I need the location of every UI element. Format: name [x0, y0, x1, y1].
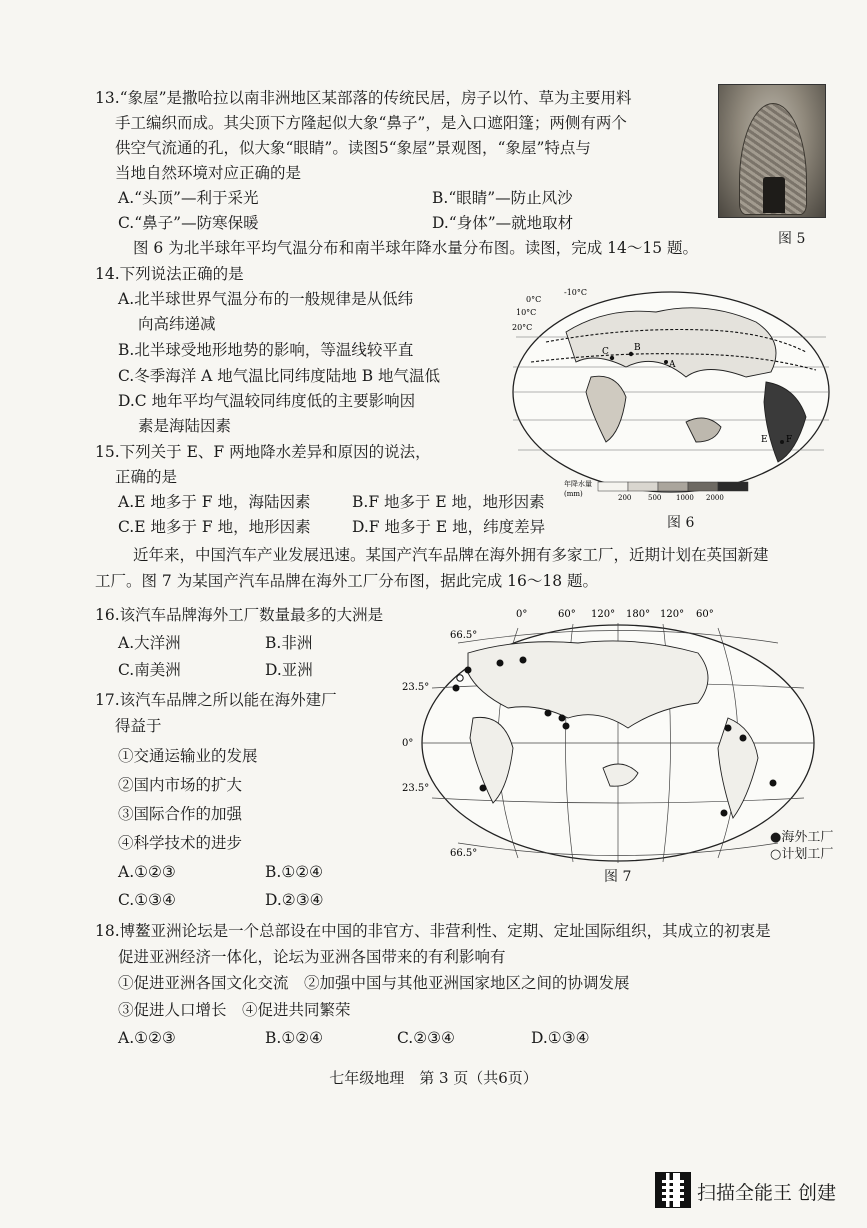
- fig5-caption: 图 5: [778, 231, 806, 247]
- q16-option-d: D.亚洲: [265, 661, 313, 679]
- q17-option-a: A.①②③: [118, 863, 176, 881]
- fig6-map: [506, 282, 836, 517]
- iso-label-minus10: -10°C: [564, 288, 588, 297]
- q18-option-c: C.②③④: [397, 1029, 455, 1047]
- q14-option-a-line2: 向高纬递减: [138, 315, 216, 333]
- legend-value-2000: 2000: [706, 494, 724, 502]
- q14-option-b: B.北半球受地形地势的影响，等温线较平直: [118, 341, 414, 359]
- iso-label-10: 10°C: [516, 308, 537, 317]
- lon-label-60e: 60°: [558, 609, 576, 620]
- lat-label-66n: 66.5°: [450, 630, 478, 641]
- q17-option-c: C.①③④: [118, 891, 176, 909]
- q18-stem-line1: 18.博鳌亚洲论坛是一个总部设在中国的非官方、非营利性、定期、定址国际组织，其成立的初衷是: [95, 922, 771, 940]
- lat-label-66s: 66.5°: [450, 848, 478, 859]
- precip-legend: [564, 479, 748, 502]
- q18-items-3-4: ③促进人口增长 ④促进共同繁荣: [118, 1001, 351, 1019]
- q17-stem-line1: 17.该汽车品牌之所以能在海外建厂: [95, 691, 337, 709]
- intro-16-18-line2: 工厂。图 7 为某国产汽车品牌在海外工厂分布图，据此完成 16～18 题。: [95, 572, 599, 590]
- lon-label-120w: 120°: [660, 609, 685, 620]
- fig7-caption: 图 7: [604, 869, 632, 885]
- intro-16-18-line1: 近年来，中国汽车产业发展迅速。某国产汽车品牌在海外拥有多家工厂，近期计划在英国新建: [133, 546, 769, 564]
- lat-label-0: 0°: [402, 738, 414, 749]
- point-label-c: C: [602, 347, 609, 357]
- point-label-a: A: [669, 360, 676, 370]
- legend-overseas-label: 海外工厂: [781, 830, 834, 845]
- q16-option-c: C.南美洲: [118, 661, 181, 679]
- lon-label-120e: 120°: [591, 609, 616, 620]
- lon-label-180: 180°: [626, 609, 651, 620]
- q15-option-d: D.F 地多于 E 地，纬度差异: [352, 518, 546, 536]
- q18-option-a: A.①②③: [118, 1029, 176, 1047]
- lon-label-60w: 60°: [696, 609, 714, 620]
- qr-code-icon: [655, 1172, 691, 1208]
- q13-line2: 手工编织而成。其尖顶下方隆起似大象“鼻子”，是入口遮阳篷；两侧有两个: [115, 114, 627, 132]
- page-footer: 七年级地理 第 3 页（共6页）: [329, 1069, 538, 1087]
- legend-title: 年降水量: [564, 480, 592, 488]
- fig6-caption: 图 6: [667, 515, 695, 531]
- q17-item4: ④科学技术的进步: [118, 834, 243, 852]
- q15-option-c: C.E 地多于 F 地，地形因素: [118, 518, 311, 536]
- q17-stem-line2: 得益于: [115, 717, 162, 735]
- q14-option-a-line1: A.北半球世界气温分布的一般规律是从低纬: [118, 290, 414, 308]
- intro-14-15: 图 6 为北半球年平均气温分布和南半球年降水量分布图。读图，完成 14～15 题。: [133, 239, 699, 257]
- iso-label-0: 0°C: [526, 295, 542, 304]
- q18-option-d: D.①③④: [531, 1029, 590, 1047]
- q14-stem: 14.下列说法正确的是: [95, 265, 244, 283]
- q14-option-d-line1: D.C 地年平均气温较同纬度低的主要影响因: [118, 392, 416, 410]
- legend-planned-label: 计划工厂: [781, 847, 834, 862]
- lon-label-0: 0°: [516, 609, 528, 620]
- legend-value-200: 200: [618, 494, 632, 502]
- q17-option-d: D.②③④: [265, 891, 324, 909]
- legend-unit: (mm): [564, 490, 583, 498]
- q13-line1: 13.“象屋”是撒哈拉以南非洲地区某部落的传统民居，房子以竹、草为主要用料: [95, 89, 632, 107]
- q18-stem-line2: 促进亚洲经济一体化，论坛为亚洲各国带来的有利影响有: [118, 948, 506, 966]
- legend-planned-factory: [770, 843, 833, 862]
- point-label-f: F: [786, 435, 793, 445]
- q15-stem-line1: 15.下列关于 E、F 两地降水差异和原因的说法，: [95, 443, 431, 461]
- point-label-e: E: [761, 435, 768, 445]
- q13-line3: 供空气流通的孔，似大象“眼睛”。读图5“象屋”景观图，“象屋”特点与: [115, 139, 591, 157]
- lat-label-23n: 23.5°: [402, 682, 430, 693]
- q18-items-1-2: ①促进亚洲各国文化交流 ②加强中国与其他亚洲国家地区之间的协调发展: [118, 974, 630, 992]
- q14-option-c: C.冬季海洋 A 地气温比同纬度陆地 B 地气温低: [118, 367, 441, 385]
- q13-line4: 当地自然环境对应正确的是: [115, 164, 302, 182]
- hut-door: [763, 177, 785, 213]
- q17-item2: ②国内市场的扩大: [118, 776, 243, 794]
- q15-stem-line2: 正确的是: [115, 468, 178, 486]
- legend-value-1000: 1000: [676, 494, 694, 502]
- hollow-dot-icon: ○: [770, 847, 782, 862]
- iso-label-20: 20°C: [512, 323, 533, 332]
- q16-option-b: B.非洲: [265, 634, 313, 652]
- q13-option-a: A.“头顶”—利于采光: [118, 189, 259, 207]
- q15-option-b: B.F 地多于 E 地，地形因素: [352, 493, 545, 511]
- q14-option-d-line2: 素是海陆因素: [138, 417, 232, 435]
- q17-item3: ③国际合作的加强: [118, 805, 243, 823]
- q13-option-c: C.“鼻子”—防寒保暖: [118, 214, 259, 232]
- q16-option-a: A.大洋洲: [118, 634, 181, 652]
- q13-option-d: D.“身体”—就地取材: [432, 214, 574, 232]
- point-label-b: B: [634, 343, 641, 353]
- legend-value-500: 500: [648, 494, 662, 502]
- scanner-watermark: 扫描全能王 创建: [697, 1182, 837, 1204]
- q17-item1: ①交通运输业的发展: [118, 747, 258, 765]
- q16-stem: 16.该汽车品牌海外工厂数量最多的大洲是: [95, 606, 384, 624]
- q18-option-b: B.①②④: [265, 1029, 324, 1047]
- elephant-house-photo: [718, 84, 826, 218]
- filled-dot-icon: ●: [770, 830, 782, 845]
- lat-label-23s: 23.5°: [402, 783, 430, 794]
- q15-option-a: A.E 地多于 F 地，海陆因素: [118, 493, 311, 511]
- q17-option-b: B.①②④: [265, 863, 324, 881]
- q13-option-b: B.“眼睛”—防止风沙: [432, 189, 573, 207]
